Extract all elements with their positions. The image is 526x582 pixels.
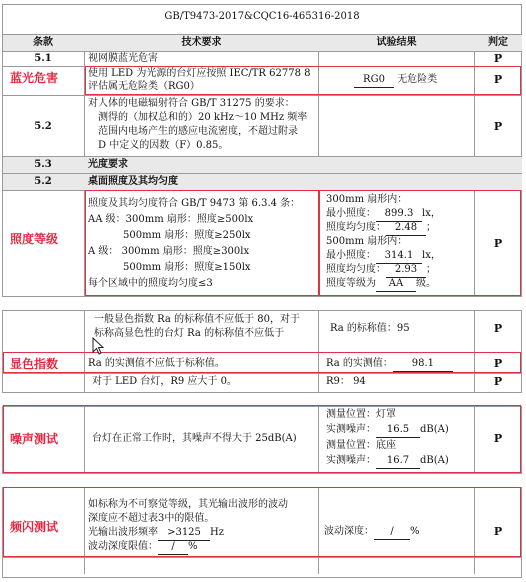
row-line bbox=[2, 310, 522, 311]
gap-band bbox=[2, 474, 522, 487]
label: 照度均匀度： bbox=[326, 222, 386, 233]
noise-pos2-value: 底座 bbox=[376, 440, 396, 451]
unit: dB(A) bbox=[420, 455, 449, 466]
illum-min-300: 899.3 bbox=[376, 207, 422, 222]
tag-cri: 显色指数 bbox=[10, 357, 59, 371]
flicker-line2: 深度应不超过表3中的限值。 bbox=[88, 513, 215, 524]
cri-res1: Ra 的标称值：95 bbox=[330, 323, 410, 334]
header-clause: 条款 bbox=[33, 37, 53, 48]
label: 最小照度： bbox=[326, 250, 376, 261]
noise-meas1-value: 16.5 bbox=[376, 423, 420, 438]
verdict-noise: P bbox=[493, 432, 503, 445]
label: 波动深度限值： bbox=[88, 541, 158, 552]
verdict-5-2-em: P bbox=[493, 120, 503, 133]
label: 照度均匀度： bbox=[326, 264, 386, 275]
label: 实测噪声： bbox=[326, 455, 376, 466]
unit: % bbox=[188, 541, 198, 552]
illum-req-line1: 照度及其均匀度符合 GB/T 9473 第 6.3.4 条： bbox=[88, 198, 301, 209]
illum-req-line4: A 级： 300mm 扇形：照度≥300lx bbox=[88, 246, 250, 257]
label: 光输出波形频率 bbox=[88, 527, 158, 538]
tag-flicker: 频闪测试 bbox=[10, 520, 59, 534]
clause-5-3: 5.3 bbox=[34, 159, 52, 170]
label: 最小照度： bbox=[326, 208, 376, 219]
suffix: ； bbox=[426, 222, 436, 233]
verdict-cri-1: P bbox=[493, 322, 503, 335]
verdict-cri-3: P bbox=[493, 375, 503, 388]
em-line4: D 中定义的因数（F）0.85。 bbox=[98, 140, 229, 151]
verdict-illuminance: P bbox=[493, 237, 503, 250]
requirement-photometric: 光度要求 bbox=[88, 159, 128, 170]
suffix: ； bbox=[426, 264, 436, 275]
highlight-flicker bbox=[3, 487, 521, 557]
verdict-blue: P bbox=[493, 73, 503, 86]
clause-5-2-desk: 5.2 bbox=[34, 176, 52, 187]
highlight-noise bbox=[3, 405, 521, 473]
unit: lx， bbox=[422, 250, 441, 261]
flicker-freq-value: >3125 bbox=[158, 526, 210, 541]
verdict-5-1: P bbox=[493, 52, 503, 65]
cri-res2-value: 98.1 bbox=[393, 357, 453, 372]
unit: dB(A) bbox=[420, 424, 449, 435]
highlight-illum-res bbox=[319, 190, 521, 296]
label: 测量位置： bbox=[326, 409, 376, 420]
noise-meas2-value: 16.7 bbox=[376, 454, 420, 469]
requirement-retina-blue-light: 视网膜蓝光危害 bbox=[88, 53, 158, 64]
illum-500-head: 500mm 扇形内： bbox=[326, 236, 408, 247]
row-line bbox=[2, 373, 522, 374]
label: 实测噪声： bbox=[326, 424, 376, 435]
header-result: 试验结果 bbox=[376, 37, 417, 48]
row-line bbox=[2, 296, 522, 297]
tag-illuminance: 照度等级 bbox=[10, 232, 59, 246]
blue-result-value: RG0 bbox=[354, 73, 394, 88]
unit: lx， bbox=[422, 208, 441, 219]
illum-uni-500: 2.93 bbox=[386, 263, 426, 278]
illum-req-line3: 500mm 扇形：照度≥250lx bbox=[123, 230, 251, 241]
verdict-flicker: P bbox=[493, 525, 503, 538]
gap-band bbox=[2, 297, 522, 310]
em-line3: 范围内电场产生的感应电流密度，不超过附录 bbox=[98, 126, 298, 137]
doc-title: GB/T9473-2017&CQC16-465316-2018 bbox=[164, 11, 360, 22]
noise-requirement: 台灯在正常工作时，其噪声不得大于 25dB(A) bbox=[92, 433, 297, 444]
label: 测量位置： bbox=[326, 440, 376, 451]
illum-min-500: 314.1 bbox=[376, 249, 422, 264]
unit: % bbox=[410, 526, 420, 537]
illum-uni-300: 2.48 bbox=[386, 221, 426, 236]
mouse-pointer-icon bbox=[92, 337, 104, 355]
label: 照度等级为 bbox=[326, 278, 376, 289]
label: 波动深度： bbox=[324, 526, 374, 537]
cri-req1-line1: 一般显色指数 Ra 的标称值不应低于 80，对于 bbox=[94, 314, 300, 325]
em-line2: 测得的（加权总和的）20 kHz～10 MHz 频率 bbox=[98, 112, 308, 123]
row-line bbox=[2, 95, 522, 96]
em-line1: 对人体的电磁辐射符合 GB/T 31275 的要求： bbox=[88, 98, 295, 109]
tag-blue-light: 蓝光危害 bbox=[10, 71, 59, 85]
tag-noise: 噪声测试 bbox=[10, 432, 59, 446]
blue-req-line1: 使用 LED 为光源的台灯应按照 IEC/TR 62778 8 bbox=[88, 68, 311, 79]
illum-level-value: AA bbox=[376, 277, 416, 292]
cri-res3: R9： 94 bbox=[326, 376, 366, 387]
clause-5-1: 5.1 bbox=[34, 53, 52, 64]
blue-req-line2: 评估属无危险类（RG0） bbox=[88, 81, 200, 92]
header-requirement: 技术要求 bbox=[181, 37, 222, 48]
highlight-cri bbox=[3, 352, 521, 373]
highlight-illum-req bbox=[85, 190, 319, 296]
suffix: 级。 bbox=[416, 278, 436, 289]
requirement-desk-illuminance: 桌面照度及其均匀度 bbox=[88, 176, 178, 187]
header-verdict: 判定 bbox=[488, 37, 508, 48]
cri-req2: Ra 的实测值不应低于标称值。 bbox=[88, 358, 225, 369]
cri-req1-line2: 标称高显色性的台灯 Ra 的标称值不应低于 bbox=[94, 328, 285, 339]
illum-req-line5: 500mm 扇形：照度≥150lx bbox=[123, 262, 251, 273]
label: Ra 的实测值： bbox=[326, 358, 393, 369]
flicker-result-value: / bbox=[374, 525, 410, 540]
blue-result-suffix: 无危险类 bbox=[397, 74, 438, 85]
flicker-depth-value: / bbox=[158, 540, 188, 555]
unit: Hz bbox=[210, 527, 224, 538]
flicker-line1: 如标称为不可察觉等级，其光输出波形的波动 bbox=[88, 499, 288, 510]
cri-req3: 对于 LED 台灯，R9 应大于 0。 bbox=[92, 376, 237, 387]
clause-5-2-em: 5.2 bbox=[34, 121, 52, 132]
row-line bbox=[2, 557, 522, 558]
illum-req-line2: AA 级：300mm 扇形：照度≥500lx bbox=[88, 214, 254, 225]
verdict-cri-2: P bbox=[493, 357, 503, 370]
noise-pos1-value: 灯罩 bbox=[376, 409, 396, 420]
highlight-blue-light bbox=[85, 66, 521, 95]
illum-300-head: 300mm 扇形内： bbox=[326, 194, 408, 205]
row-line bbox=[2, 473, 522, 474]
illum-req-line6: 每个区域中的照度均匀度≤3 bbox=[88, 278, 213, 289]
